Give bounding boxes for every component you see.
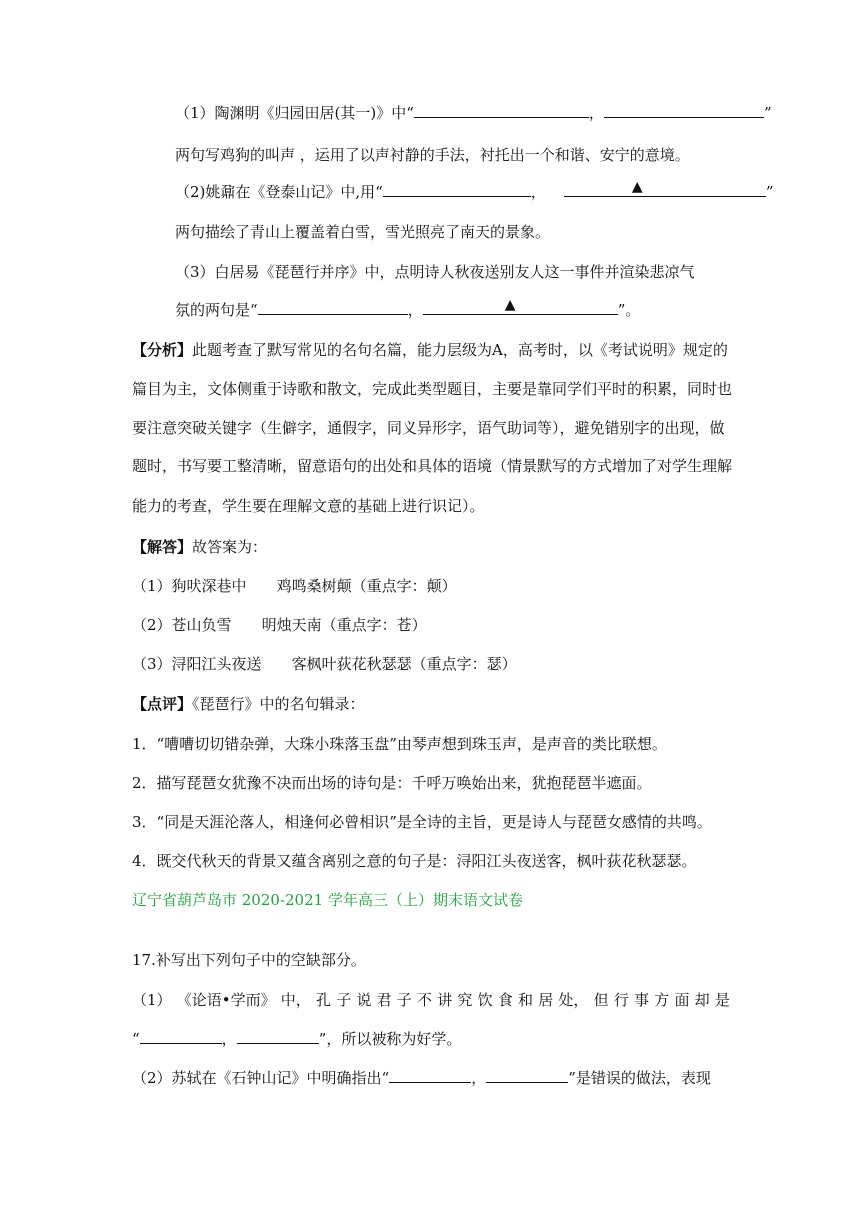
answer-item: [132, 615, 427, 635]
justified-segment: （1）: [132, 991, 172, 1009]
q16-item2-line1: [175, 179, 774, 202]
triangle-icon: ▲: [631, 179, 643, 195]
q16-item3-prefix: 氛的两句是“: [175, 301, 258, 319]
quote-close: ”。: [617, 301, 641, 319]
justified-segment: 子: [396, 991, 412, 1009]
justified-segment: 饮: [477, 991, 493, 1009]
answer-label: 【解答】: [132, 538, 193, 556]
analysis-line3: 要注意突破关键字（生僻字，通假字，同义异形字，语气助词等），避免错别字的出现，做: [132, 419, 725, 437]
blank: [604, 103, 764, 118]
triangle-icon: ▲: [504, 297, 516, 313]
justified-segment: 和: [518, 991, 534, 1009]
q17-item1-suffix: ”，所以被称为好学。: [318, 1030, 462, 1048]
comma: ，: [588, 104, 604, 122]
analysis-line5: 能力的考查，学生要在理解文意的基础上进行识记）。: [132, 497, 485, 515]
justified-segment: 讲: [437, 991, 453, 1009]
blank: [140, 1029, 222, 1044]
q16-item3-line1: （3）白居易《琵琶行并序》中，点明诗人秋夜送别友人这一事件并渲染悲凉气: [175, 263, 695, 281]
justified-segment: 不: [417, 991, 433, 1009]
quote-open: “: [132, 1030, 140, 1048]
answer-intro: 故答案为：: [192, 538, 268, 556]
blank: [237, 1029, 319, 1044]
q17-item1-justified: [132, 990, 730, 1010]
q16-item3-line2: [175, 297, 641, 320]
review-label: 【点评】: [132, 695, 193, 713]
answer-item: [132, 576, 457, 596]
answer-num: （1）: [132, 577, 172, 595]
q16-item1-line2: 两句写鸡狗的叫声 ，运用了以声衬静的手法，衬托出一个和谐、安宁的意境。: [175, 146, 690, 164]
justified-segment: 食: [497, 991, 513, 1009]
analysis-line1: [132, 340, 728, 360]
review-item: 2．描写琵琶女犹豫不决而出场的诗句是：千呼万唤始出来，犹抱琵琶半遮面。: [132, 774, 652, 792]
justified-segment: 但: [593, 991, 609, 1009]
blank: [258, 300, 408, 315]
q16-item1-line1: [175, 103, 772, 123]
blank: [486, 1068, 568, 1083]
q16-item1-prefix: （1）陶渊明《归园田居(其一)》中“: [175, 104, 414, 122]
analysis-label: 【分析】: [132, 341, 193, 359]
review-intro: 《琵琶行》中的名句辑录：: [192, 695, 365, 713]
justified-segment: 君: [376, 991, 392, 1009]
blank: [389, 1068, 471, 1083]
answer-part-a: 浔阳江头夜送: [171, 655, 262, 673]
analysis-line4: 题时，书写要工整清晰，留意语句的出处和具体的语境（情景默写的方式增加了对学生理解: [132, 457, 733, 475]
justified-segment: 却: [694, 991, 710, 1009]
answer-part-b: 明烛天南（重点字：苍）: [261, 616, 427, 634]
q17-title: 17.补写出下列句子中的空缺部分。: [132, 951, 366, 969]
answer-heading: [132, 537, 267, 557]
review-item: 4．既交代秋天的背景又蕴含离别之意的句子是：浔阳江头夜送客，枫叶荻花秋瑟瑟。: [132, 852, 697, 870]
q17-item2-line1: [132, 1068, 711, 1088]
review-item: 1．“嘈嘈切切错杂弹，大珠小珠落玉盘”由琴声想到珠玉声，是声音的类比联想。: [132, 735, 667, 753]
answer-part-a: 狗吠深巷中: [171, 577, 247, 595]
q17-item2-prefix: （2）苏轼在《石钟山记》中明确指出“: [132, 1069, 390, 1087]
justified-segment: 居: [538, 991, 554, 1009]
analysis-text: 此题考查了默写常见的名句名篇，能力层级为A，高考时，以《考试说明》规定的: [192, 341, 728, 359]
justified-segment: 处，: [558, 991, 589, 1009]
q17-item1-line1: [132, 990, 730, 1010]
answer-part-b: 客枫叶荻花秋瑟瑟（重点字：瑟）: [291, 655, 517, 673]
justified-segment: 中，: [280, 991, 311, 1009]
blank: [383, 182, 531, 197]
comma: ，: [530, 183, 546, 201]
comma: ，: [471, 1069, 487, 1087]
justified-segment: 方: [654, 991, 670, 1009]
blank: [414, 103, 589, 118]
review-heading: [132, 694, 365, 714]
justified-segment: 行: [613, 991, 629, 1009]
quote-close: ”: [765, 183, 774, 201]
analysis-line2: 篇目为主，文体侧重于诗歌和散文，完成此类型题目，主要是靠同学们平时的积累，同时也: [132, 380, 733, 398]
q16-item2-prefix: （2)姚鼐在《登泰山记》中,用“: [175, 183, 383, 201]
answer-num: （3）: [132, 655, 172, 673]
comma: ，: [221, 1030, 237, 1048]
q17-item2-suffix: ”是错误的做法，表现: [568, 1069, 711, 1087]
q17-item1-line2: [132, 1029, 461, 1049]
answer-part-a: 苍山负雪: [171, 616, 232, 634]
justified-segment: 孔: [315, 991, 331, 1009]
blank-with-triangle: [423, 297, 618, 315]
justified-segment: 是: [714, 991, 730, 1009]
justified-segment: 事: [634, 991, 650, 1009]
source-title: 辽宁省葫芦岛市 2020-2021 学年高三（上）期末语文试卷: [132, 891, 523, 909]
quote-close: ”: [763, 104, 772, 122]
justified-segment: 说: [356, 991, 372, 1009]
answer-part-b: 鸡鸣桑树颠（重点字：颠）: [276, 577, 457, 595]
justified-segment: 究: [457, 991, 473, 1009]
justified-segment: 《论语•学而》: [176, 991, 276, 1009]
blank-with-triangle: [564, 179, 766, 197]
justified-segment: 面: [674, 991, 690, 1009]
q16-item2-line2: 两句描绘了青山上覆盖着白雪，雪光照亮了南天的景象。: [175, 223, 551, 241]
answer-item: [132, 654, 517, 674]
comma: ，: [407, 301, 423, 319]
review-item: 3．“同是天涯沦落人，相逢何必曾相识”是全诗的主旨，更是诗人与琵琶女感情的共鸣。: [132, 813, 712, 831]
answer-num: （2）: [132, 616, 172, 634]
justified-segment: 子: [336, 991, 352, 1009]
